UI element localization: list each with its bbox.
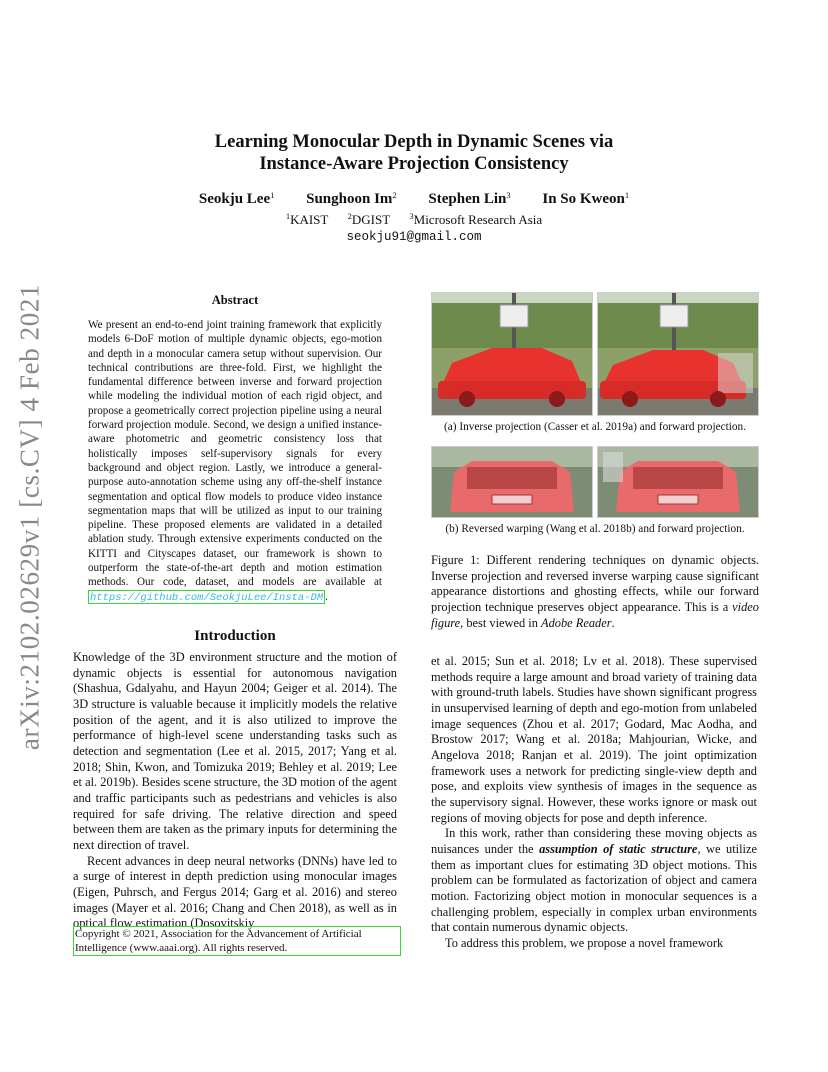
author-list [0,191,828,208]
affiliation: $^2$DGIST [347,211,391,227]
author: Sunghoon Im$^2$ [306,190,397,207]
abstract-text: We present an end-to-end joint training framework that explicitly models 6-DoF motion of multiple dynamic objects, ego-motion and depth in a monocular camera setup without supervision. Our technical contributions are three-fold. First, we highlight the fundamental difference between inverse and forward projection while modeling the individual motion of each rigid object, and propose a geometrically correct projection pipeline using a neural forward projection module. Second, we design a unified instance-aware photometric and geometric consistency loss that holistically imposes self-supervisory signals for every background and object region. Lastly, we introduce a general-purpose auto-annotation scheme using any off-the-shelf instance segmentation and optical flow models to produce video instance segmentation maps that will be utilized as input to our training pipeline. These proposed elements are validated in a detailed ablation study. Through extensive experiments conducted on the KITTI and Cityscapes dataset, our framework is shown to outperform the state-of-the-art depth and motion estimation methods. Our code, dataset, and models are available at [88,319,382,589]
arxiv-id[interactable]: arXiv:2102.02629v1 [cs.CV] 4 Feb 2021 [14,283,45,751]
introduction-heading: Introduction [194,628,276,644]
figure-caption-b: (b) Reversed warping (Wang et al. 2018b) and forward projection. [445,523,745,535]
paper-title [0,131,828,175]
affiliation: $^3$Microsoft Research Asia [409,211,543,227]
author: In So Kweon$^1$ [542,190,630,207]
figure-reversed-warping-image [431,446,593,518]
title-line-2: Instance-Aware Projection Consistency [259,154,569,174]
abstract-heading: Abstract [211,293,259,307]
code-link[interactable]: https://github.com/SeokjuLee/Insta-DM [90,591,324,604]
code-link-box[interactable] [88,590,325,604]
paragraph: Knowledge of the 3D environment structure and the motion of dynamic objects is essential for autonomous navigation (Shashua, Gdalyahu, and Hayun 2004; Geiger et al. 2014). The 3D structure is valuable because it implicitly models the relative position of the agent, and it is also utilized to improve the performance of high-level scene understanding tasks such as detection and segmentation (Lee et al. 2015, 2017; Yang et al. 2018; Shin, Kwon, and Tomizuka 2019; Behley et al. 2019; Lee et al. 2019b). Besides scene structure, the 3D motion of the agent and traffic participants such as pedestrians and vehicles is also required for safe driving. The relative direction and speed between them are taken as the primary inputs for determining the next direction of travel. [73,650,397,852]
figure-1-caption: Figure 1: Different rendering techniques on dynamic objects. Inverse projection and reversed inverse warping cause significant appearance distortions and ghosting effects, while our forward projection technique preserves object appearance. This is a video figure, best viewed in Adobe Reader. [431,553,759,630]
car-scene-image [598,293,758,415]
title-line-1: Learning Monocular Depth in Dynamic Scenes via [214,132,614,152]
abstract-body: We present an end-to-end joint training framework that explicitly models 6-DoF motion of multiple dynamic objects, ego-motion and depth in a monocular camera setup without supervision. Our technical contributions are three-fold. First, we highlight the fundamental difference between inverse and forward projection while modeling the individual motion of each rigid object, and propose a geometrically correct projection pipeline using a neural forward projection module. Second, we design a unified instance-aware photometric and geometric consistency loss that holistically imposes self-supervisory signals for every background and object region. Lastly, we introduce a general-purpose auto-annotation scheme using any off-the-shelf instance segmentation and optical flow models to produce video instance segmentation maps that will be utilized as input to our training pipeline. These proposed elements are validated in a detailed ablation study. Through extensive experiments conducted on the KITTI and Cityscapes dataset, our framework is shown to outperform the state-of-the-art depth and motion estimation methods. Our code, dataset, and models are available at https://github.com/SeokjuLee/Insta-DM . [88,319,382,604]
paragraph: Recent advances in deep neural networks (DNNs) have led to a surge of interest in depth prediction using monocular images (Eigen, Puhrsch, and Fergus 2014; Garg et al. 2016) and stereo images (Mayer et al. 2016; Chang and Chen 2018), as well as in optical flow estimation (Dosovitskiy [73,853,397,931]
paragraph: To address this problem, we propose a novel framework [445,935,724,950]
figure-forward-projection-image [597,292,759,416]
copyright-notice: Copyright © 2021, Association for the Advancement of Artificial Intelligence (www.aaai.org). All rights reserved. [73,926,401,956]
affiliation: $^1$KAIST [285,211,329,227]
paragraph: et al. 2015; Sun et al. 2018; Lv et al. 2018). These supervised methods require a large amount and broad variety of training data with ground-truth labels. Studies have shown significant progress in unsupervised learning of depth and ego-motion from unlabeled image sequences (Zhou et al. 2017; Godard, Mac Aodha, and Brostow 2017; Wang et al. 2018a; Mahjourian, Wicke, and Angelova 2018; Ranjan et al. 2019). The joint optimization framework uses a network for predicting single-view depth and pose, and exploits view synthesis of images in the sequence as the supervisory signal. However, these works ignore or mask out regions of moving objects for pose and depth inference. [431,654,757,825]
right-column-body [431,654,757,951]
author: Seokju Lee$^1$ [198,190,275,207]
affiliation-list [0,212,828,228]
figure-forward-projection-image-b [597,446,759,518]
arxiv-stamp [10,283,50,751]
car-scene-image [432,293,592,415]
paragraph: In this work, rather than considering these moving objects as nuisances under the assumption of static structure, we utilize them as important clues for estimating 3D object motions. This problem can be formulated as factorization of object and camera motion. Factorizing object motion in monocular sequences is a challenging problem, especially in complex urban environments that contain numerous dynamic objects. [431,826,757,935]
wagon-rear-image [598,447,758,517]
author: Stephen Lin$^3$ [428,190,511,207]
figure-inverse-projection-image [431,292,593,416]
author-email[interactable]: seokju91@gmail.com [346,230,482,244]
wagon-rear-image [432,447,592,517]
left-column-body [73,650,397,932]
figure-caption-a: (a) Inverse projection (Casser et al. 2019a) and forward projection. [443,421,747,433]
